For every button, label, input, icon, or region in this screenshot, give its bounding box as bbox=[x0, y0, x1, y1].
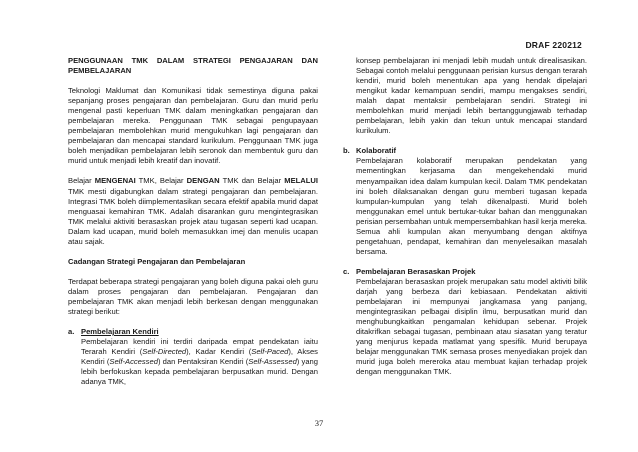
item-c-title-row bbox=[343, 267, 587, 277]
term-self-accessed: Self-Accessed bbox=[109, 357, 158, 367]
draft-label: DRAF 220212 bbox=[525, 40, 582, 50]
emphasis-melalui: MELALUI bbox=[284, 176, 318, 186]
item-a-marker: a. bbox=[68, 327, 75, 337]
text-run: Belajar bbox=[68, 176, 95, 186]
item-c-body: Pembelajaran berasaskan projek merupakan satu model aktiviti bilik darjah yang berbeza dari kebiasaan. Pendekatan aktiviti pembelajaran ini mempunyai jangkamasa yang panjang, mengintegrasikan pelbagai disiplin ilmu, berpusatkan murid dan menghubungkaitkan pengamalan kehidupan sebenar. Projek ditakrifkan sebagai tugasan, pembinaan atau siasatan yang teratur yang menjurus kepada matlamat yang spesifik. Murid berupaya belajar menggunakan TMK semasa proses menyediakan projek dan murid juga boleh mereroka atau membuat kajian terhadap projek dengan menggunakan TMK. bbox=[356, 276, 587, 377]
item-a-body bbox=[68, 337, 318, 387]
section-heading: PENGGUNAAN TMK DALAM STRATEGI PENGAJARAN DAN PEMBELAJARAN bbox=[68, 56, 318, 76]
item-b-marker: b. bbox=[343, 146, 350, 156]
page-number: 37 bbox=[314, 418, 324, 428]
text-run: ) dan Pentaksiran Kendiri ( bbox=[157, 357, 249, 367]
item-c-marker: c. bbox=[343, 266, 350, 276]
item-b-body: Pembelajaran kolaboratif merupakan pendekatan yang mementingkan kerjasama dan mengekehendaki murid menyampaikan idea dalam kumpulan kecil. Dalam TMK pendekatan ini boleh dilaksanakan dengan guru memberi tugasan kepada kumpulan-kumpulan yang telah dikenalpasti. Murid boleh menggunakan emel untuk bertukar-tukar bahan dan menggunakan perisian persembahan untuk mempersembahkan hasil kerja mereka. Semua ahli kumpulan akan menyumbang dengan aktifnya pengetahuan, pendapat, kemahiran dan menyelesaikan masalah bersama. bbox=[356, 156, 587, 256]
emphasis-mengenai: MENGENAI bbox=[94, 176, 136, 186]
emphasis-dengan: DENGAN bbox=[186, 176, 220, 186]
right-column bbox=[343, 56, 587, 387]
term-self-assessed: Self-Assessed bbox=[248, 357, 297, 367]
item-a-title: Pembelajaran Kendiri bbox=[81, 327, 159, 337]
intro-paragraph: Teknologi Maklumat dan Komunikasi tidak semestinya diguna pakai sepanjang proses pengajaran dan pembelajaran. Guru dan murid perlu mengenal pasti keperluan TMK dalam meningkatkan pengajaran dan pembelajaran mereka. Penggunaan TMK sebagai pengupayaan pembelajaran membolehkan murid mengukuhkan lagi pengajaran dan pembelajaran dan mencapai standard kurikulum. Penggunaan TMK juga boleh menjadikan pembelajaran lebih seronok dan membentuk guru dan murid untuk menjadi lebih kreatif dan inovatif. bbox=[68, 86, 318, 166]
term-self-directed: Self-Directed bbox=[142, 347, 187, 357]
text-run: TMK mesti digabungkan dalam strategi pengajaran dan pembelajaran. Integrasi TMK boleh diimplementasikan secara efektif apabila murid dapat menguasai kemahiran TMK. Adalah disarankan guru mengintegrasikan TMK melalui aktiviti berasaskan projek atau tugasan seperti kad ucapan. Dalam kad ucapan, murid boleh memasukkan imej dan menulis ucapan atau sajak. bbox=[68, 186, 318, 246]
subheading: Cadangan Strategi Pengajaran dan Pembelajaran bbox=[68, 256, 246, 266]
term-self-paced: Self-Paced bbox=[251, 347, 289, 357]
item-b-title-row bbox=[343, 146, 587, 156]
strategy-intro-paragraph: Terdapat beberapa strategi pengajaran yang boleh diguna pakai oleh guru dalam proses pengajaran dan pembelajaran. Pengajaran dan pembelajaran TMK akan menjadi lebih berkesan dengan menggunakan strategi berikut: bbox=[68, 276, 318, 316]
item-b-title: Kolaboratif bbox=[356, 146, 397, 156]
left-column bbox=[68, 56, 318, 397]
text-run: ), Kadar Kendiri ( bbox=[186, 347, 252, 357]
item-a-title-row bbox=[68, 327, 318, 337]
text-run: TMK dan Belajar bbox=[219, 176, 285, 186]
integration-paragraph bbox=[68, 176, 318, 246]
text-run: ) yang lebih berfokuskan kepada pembelajaran berpusatkan murid. Dengan adanya TMK, bbox=[81, 357, 319, 387]
text-run: Pembelajaran kendiri ini terdiri daripada empat pendekatan iaitu Terarah Kendiri ( bbox=[81, 337, 318, 357]
item-c-title: Pembelajaran Berasaskan Projek bbox=[356, 266, 476, 276]
text-run: ), Akses Kendiri ( bbox=[81, 347, 318, 367]
item-a-continuation: konsep pembelajaran ini menjadi lebih mudah untuk direalisasikan. Sebagai contoh melalui penggunaan perisian kursus dengan terarah kendiri, murid boleh menentukan apa yang hendak dipelajari mengikut kadar kemampuan sendiri, mampu mengakses sendiri, malah dapat mentaksir pembelajaran sendiri. Strategi ini membolehkan murid menjadi lebih bertanggungjawab terhadap pembelajaran, lebih yakin dan tekun untuk mencapai standard kurikulum. bbox=[356, 56, 587, 136]
text-run: TMK, Belajar bbox=[135, 176, 187, 186]
